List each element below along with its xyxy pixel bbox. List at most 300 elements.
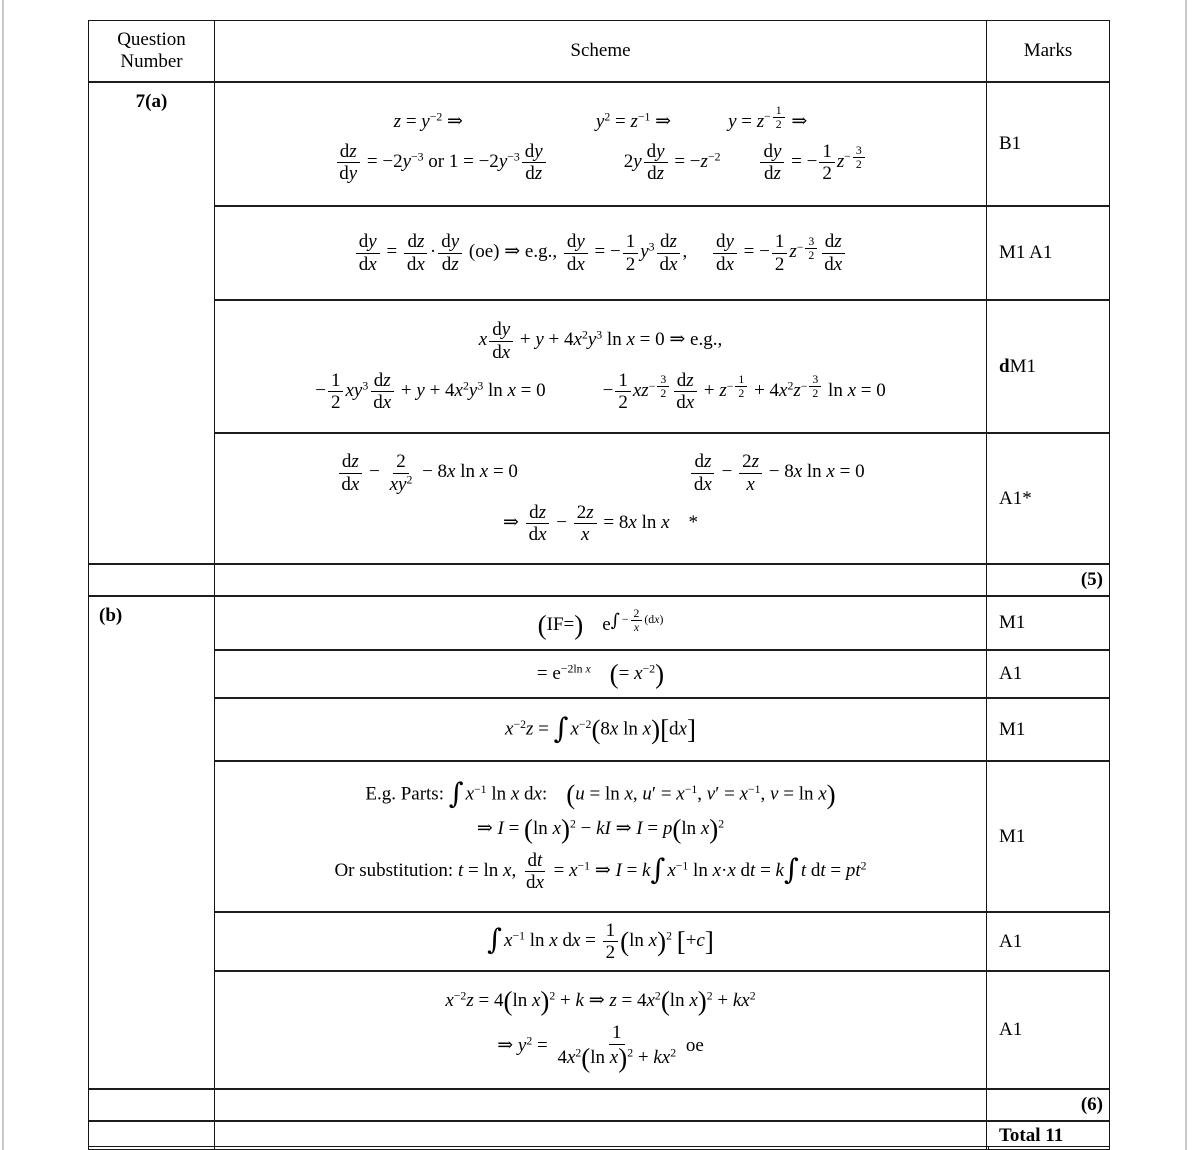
italic-text: pt	[845, 859, 861, 881]
fraction	[713, 231, 737, 275]
italic-text: x	[382, 392, 392, 414]
superscript: 3	[362, 379, 369, 393]
fraction	[370, 370, 394, 414]
fraction	[523, 850, 547, 894]
italic-text: v	[770, 783, 779, 805]
scheme-cell	[215, 1090, 987, 1120]
italic-text: y	[576, 231, 585, 253]
numerator: dy	[644, 141, 668, 163]
fraction	[615, 370, 631, 414]
superscript: 3	[596, 329, 603, 343]
denominator: dx	[676, 392, 695, 414]
denominator	[631, 621, 642, 634]
marks-cell	[987, 565, 1109, 595]
big-delimiter: )	[618, 1042, 628, 1073]
table-header-row	[89, 21, 1109, 83]
header-scheme: Scheme	[215, 21, 987, 81]
section-rows	[215, 565, 1109, 595]
italic-text: x	[504, 929, 513, 951]
bold-text: Total 11	[999, 1124, 1064, 1146]
math-line: E.g. Parts: ∫ $x^{-1}$ ln x dx: (u = ln x, $u' = x^{-1}$, $v' = x^{-1}$, v = ln x)	[365, 776, 836, 810]
numerator: 1	[819, 141, 835, 163]
math-line: $\frac{dy}{dx}$ = $\frac{dz}{dx}$ · $\frac{dy}{dz}$ (oe) ⇒ e.g., $\frac{dy}{dx}$ = − $\frac{1}{2}$ $y^3$ $\frac{dz}{dx}$ , $\frac{dy}{dx}$ = − $\frac{1}{2}$ $z^{- \frac{3}{2}}$ $\frac{dz}{dx}$	[221, 231, 980, 275]
scheme-row	[215, 565, 1109, 595]
italic-text: x	[569, 859, 578, 881]
superscript: 2	[406, 473, 413, 487]
integral-sign: ∫	[650, 853, 666, 887]
superscript: − 1 2	[764, 110, 787, 123]
scheme-cell	[215, 913, 987, 970]
marks-cell	[987, 1122, 1109, 1149]
italic-text: v	[706, 783, 716, 805]
denominator: 2	[618, 392, 628, 414]
italic-text: x	[510, 783, 520, 805]
fraction	[735, 373, 747, 400]
integral-sign: ∫	[553, 712, 569, 746]
superscript: 2	[749, 989, 756, 1003]
italic-text: x	[661, 512, 670, 534]
section-rows	[215, 83, 1109, 563]
italic-text: xz	[632, 380, 649, 402]
superscript: 2	[666, 929, 672, 943]
section-subtotal-a	[89, 565, 1109, 597]
marks-cell: A1	[999, 663, 1023, 684]
denominator: dx	[492, 341, 511, 363]
denominator: $4x^2(\ln$ $x)^2 + kx^2$	[557, 1042, 677, 1073]
scheme-row	[215, 913, 1109, 972]
math-line: $x^{-2}z$ = ∫ $x^{-2}(8x$ ln x)[dx]	[505, 712, 696, 746]
header-row	[215, 21, 1109, 81]
fraction	[623, 231, 639, 275]
bold-text: d	[999, 355, 1010, 377]
italic-text: x	[501, 341, 511, 363]
numerator: dy	[438, 231, 462, 253]
italic-text: u	[575, 783, 585, 805]
italic-text: z	[834, 231, 842, 253]
italic-text: x	[669, 253, 678, 275]
denominator: dz	[647, 162, 665, 184]
superscript: − 3 2	[797, 241, 820, 254]
denominator: dz	[525, 162, 543, 184]
fraction	[819, 141, 835, 185]
big-delimiter: (	[620, 926, 630, 956]
math-line: − $\frac{1}{2}$ $xy^3$ $\frac{dz}{dx}$ + $y + 4x^2y^3$ ln x = 0 − $\frac{1}{2}$ $xz^{- \frac{3}{2}}$ $\frac{dz}{dx}$ + $z^{- \frac{1}{2}}$ + $4x^2z^{- \frac{3}{2}}$ ln x = 0	[315, 370, 886, 414]
italic-text: x	[678, 718, 687, 740]
denominator: 2	[855, 157, 862, 171]
italic-text: c	[696, 929, 705, 951]
numerator: 1	[615, 370, 631, 392]
superscript: −1	[684, 783, 698, 796]
italic-text: z	[669, 231, 677, 253]
fraction	[438, 231, 462, 275]
math-line: ∫ $x^{-1}$ ln x dx = $\frac{1}{2}$ (ln x)$^2$ [+c]	[487, 919, 714, 963]
fraction	[657, 373, 669, 400]
superscript: 2	[860, 859, 867, 873]
superscript: −1	[637, 110, 651, 124]
numerator: dz	[404, 231, 427, 253]
fraction	[631, 607, 643, 634]
numerator: dz	[822, 231, 845, 253]
superscript: − 3 2	[649, 380, 672, 393]
denominator: 2	[738, 387, 745, 401]
italic-text: y	[656, 140, 665, 162]
scheme-row	[215, 762, 1109, 913]
big-delimiter: (	[524, 813, 534, 844]
italic-text: kx	[653, 1046, 671, 1068]
big-delimiter: (	[660, 986, 670, 1017]
italic-text: z	[836, 150, 845, 172]
big-delimiter: )	[697, 986, 707, 1017]
fraction	[773, 104, 785, 131]
italic-text: x	[479, 461, 489, 483]
scheme-row	[215, 207, 1109, 301]
fraction	[853, 144, 865, 171]
italic-text: x	[478, 329, 488, 351]
italic-text: x	[793, 461, 803, 483]
numerator: 1	[328, 370, 344, 392]
big-delimiter: )	[655, 658, 665, 689]
italic-text: x	[646, 990, 655, 1012]
denominator: dx	[373, 392, 392, 414]
italic-text: t	[800, 859, 807, 881]
numerator: 1	[609, 1022, 625, 1044]
denominator: dx	[358, 253, 377, 275]
italic-text: x	[746, 473, 755, 495]
scheme-cell	[215, 301, 987, 432]
math-line: $\frac{dz}{dx}$ − $\frac{2}{xy^2}$ − 8x ln x = 0 $\frac{dz}{dx}$ − $\frac{2z}{x}$ − 8x ln x = 0	[221, 451, 980, 495]
big-delimiter: (	[503, 986, 513, 1017]
superscript: 2	[581, 329, 588, 343]
italic-text: p	[662, 817, 673, 839]
superscript: −1	[748, 783, 761, 796]
section-rows	[215, 597, 1109, 1088]
superscript: 2	[627, 1046, 634, 1060]
italic-text: y	[772, 140, 782, 162]
fraction	[404, 231, 428, 275]
italic-text: x	[633, 621, 640, 635]
header-marks: Marks	[1023, 40, 1073, 61]
scheme-cell	[215, 83, 987, 205]
numerator: 1	[772, 231, 788, 253]
big-delimiter: (	[566, 779, 576, 810]
marks-cell: B1	[999, 133, 1022, 154]
fraction	[772, 231, 788, 275]
big-delimiter: (	[609, 658, 619, 689]
section-rows	[215, 1090, 1109, 1120]
italic-text: x	[654, 613, 660, 627]
italic-text: I	[636, 817, 643, 839]
marks-cell: M1 A1	[999, 242, 1053, 263]
denominator: dx	[341, 473, 360, 495]
italic-text: z	[793, 380, 801, 402]
italic-text: x	[447, 461, 456, 483]
fraction	[739, 451, 762, 495]
italic-text: x	[826, 461, 835, 483]
italic-text: x	[609, 1046, 619, 1068]
italic-text: x	[571, 929, 581, 951]
scheme-row	[215, 83, 1109, 207]
italic-text: z	[534, 162, 543, 184]
italic-text: z	[751, 451, 759, 473]
scheme-row	[215, 651, 1109, 699]
superscript: 2	[787, 379, 794, 393]
superscript: −2	[429, 110, 443, 124]
italic-text: x	[847, 380, 857, 402]
italic-text: x	[727, 859, 736, 881]
mark-scheme-table	[88, 20, 1110, 1150]
fraction	[489, 319, 513, 363]
italic-text: x	[535, 871, 544, 893]
italic-text: x	[712, 859, 722, 881]
scheme-row	[215, 434, 1109, 563]
math-line: ⇒ $\frac{dz}{dx}$ − $\frac{2z}{x}$ = 8x ln x *	[502, 502, 699, 546]
superscript: −3	[507, 150, 520, 164]
numerator: 2	[393, 451, 409, 473]
italic-text: y	[368, 231, 377, 253]
big-delimiter: )	[657, 926, 667, 956]
big-delimiter: )	[709, 813, 719, 844]
italic-text: x	[454, 380, 463, 402]
italic-text: x	[570, 718, 579, 740]
denominator	[578, 524, 592, 545]
math-line: ⇒ I = (ln x)$^2$ − kI ⇒ I = p(ln x)$^2$	[476, 813, 725, 844]
superscript: −2	[453, 989, 467, 1003]
fraction	[821, 231, 845, 275]
math-line: x $\frac{dy}{dx}$ + $y + 4x^2y^3$ ln x = 0 ⇒ e.g.,	[478, 319, 723, 363]
numerator: 2z	[574, 502, 597, 524]
fraction	[809, 373, 821, 400]
page-edge-left	[2, 0, 4, 1150]
italic-text: z	[686, 370, 694, 391]
page-edge-right	[1185, 0, 1187, 1150]
bold-text: (6)	[1080, 1094, 1103, 1115]
question-label: 7(a)	[89, 83, 215, 563]
superscript: − 1 2	[727, 380, 750, 393]
denominator: dz	[441, 253, 459, 275]
italic-text: y	[421, 110, 430, 132]
italic-text: x	[552, 817, 561, 839]
italic-text: z	[609, 990, 617, 1012]
denominator: 2	[605, 942, 616, 963]
denominator	[743, 474, 757, 495]
scheme-row	[215, 1090, 1109, 1120]
italic-text: x	[818, 783, 827, 805]
big-delimiter: )	[574, 610, 584, 640]
numerator: 1	[623, 231, 639, 253]
big-delimiter: (	[581, 1042, 591, 1073]
fraction	[522, 141, 546, 185]
italic-text: x	[689, 990, 698, 1012]
italic-text: y	[468, 380, 478, 402]
denominator: dx	[528, 524, 547, 546]
superscript: 3	[648, 240, 655, 254]
superscript: 2	[575, 1046, 582, 1060]
italic-text: y	[348, 162, 358, 184]
numerator: 3	[657, 373, 669, 387]
italic-text: z	[451, 253, 459, 275]
italic-text: x	[676, 783, 685, 805]
italic-text: z	[383, 370, 391, 391]
denominator: 2	[660, 387, 667, 401]
numerator: 2z	[739, 451, 762, 473]
scheme-cell	[215, 434, 987, 563]
fraction	[336, 141, 360, 185]
italic-text: y	[534, 140, 543, 162]
denominator: 2	[775, 118, 782, 132]
italic-text: z	[349, 140, 357, 162]
big-delimiter: [	[676, 926, 686, 956]
fraction	[338, 451, 362, 495]
fraction	[657, 231, 681, 275]
italic-text: z	[719, 380, 727, 402]
marks-cell: M1	[999, 718, 1026, 740]
big-delimiter: )	[826, 779, 836, 810]
fraction	[603, 920, 619, 964]
math-line: = $e^{-2ln x}$ (= $x^{-2}$)	[536, 658, 665, 689]
italic-text: y	[450, 231, 460, 253]
scheme-row	[215, 972, 1109, 1088]
superscript: −1	[675, 859, 689, 873]
scheme-cell	[215, 1122, 987, 1149]
superscript: −2	[513, 718, 526, 732]
numerator: dz	[371, 370, 394, 392]
italic-text: y	[535, 329, 544, 351]
numerator: 1	[773, 104, 785, 118]
superscript: −2	[642, 661, 656, 675]
italic-text: y	[501, 319, 511, 341]
italic-text: x	[648, 929, 658, 951]
scheme-cell	[215, 207, 987, 299]
italic-text: x	[634, 662, 643, 684]
italic-text: x	[628, 512, 637, 534]
fraction	[574, 502, 597, 546]
denominator: 2	[330, 392, 341, 414]
italic-text: x	[700, 817, 710, 839]
fraction	[644, 141, 668, 185]
scheme-row	[215, 301, 1109, 434]
italic-text: u	[642, 783, 652, 805]
italic-text: t	[537, 849, 543, 871]
italic-text: y	[728, 110, 737, 132]
marks-cell: M1	[999, 825, 1026, 847]
italic-text: x	[779, 380, 788, 402]
math-line: $z = y^{-2}$ ⇒ $y^2 = z^{-1}$ ⇒ $y = z^{- \frac{1}{2}}$ ⇒	[393, 103, 808, 132]
italic-text: y	[498, 150, 508, 172]
denominator: 2	[808, 248, 815, 262]
section-rows	[215, 1122, 1109, 1149]
numerator: dz	[657, 231, 680, 253]
denominator: dy	[339, 162, 358, 184]
italic-text: x	[368, 253, 377, 275]
italic-text: x	[624, 783, 633, 805]
denominator: dx	[406, 253, 425, 275]
scheme-row	[215, 699, 1109, 762]
header-question-number: Question Number	[89, 21, 215, 81]
italic-text: xy	[345, 380, 363, 402]
italic-text: y	[416, 380, 425, 402]
italic-text: z	[773, 162, 781, 184]
big-delimiter: ]	[686, 714, 696, 745]
italic-text: x	[703, 473, 712, 495]
italic-text: y	[595, 110, 605, 132]
math-line: $\frac{dz}{dy}$ = $-2y^{-3}$ or $1 = -2y^{-3}$ $\frac{dy}{dz}$ 2y $\frac{dy}{dz}$ = $-z^{-2}$ $\frac{dy}{dz}$ = − $\frac{1}{2}$ $z^{- \frac{3}{2}}$	[221, 141, 980, 185]
scheme-cell	[215, 651, 987, 697]
question-label	[89, 565, 215, 595]
fraction	[564, 231, 588, 275]
italic-text: x	[505, 718, 514, 740]
superscript: −3	[411, 150, 424, 164]
superscript: 2	[718, 816, 725, 830]
fraction	[328, 370, 344, 414]
italic-text: z	[656, 162, 665, 184]
superscript: 2	[670, 1046, 677, 1060]
italic-text: x	[445, 990, 454, 1012]
integral-sign: ∫	[487, 923, 503, 957]
marks-cell	[987, 1090, 1109, 1120]
scheme-row	[215, 1122, 1109, 1149]
italic-text: kx	[732, 990, 750, 1012]
numerator: dt	[525, 850, 546, 872]
italic-text: z	[630, 110, 638, 132]
numerator: dy	[489, 319, 513, 341]
numerator: 1	[735, 373, 747, 387]
denominator: 2	[822, 162, 832, 184]
italic-text: y	[587, 329, 597, 351]
superscript: − 3 2	[801, 380, 824, 393]
italic-text: z	[789, 241, 797, 263]
bold-text: (5)	[1080, 569, 1103, 590]
big-delimiter: )	[561, 813, 570, 844]
superscript: −2	[578, 718, 592, 732]
question-label	[89, 1122, 215, 1149]
italic-text: y	[725, 231, 734, 253]
section-part-a	[89, 83, 1109, 565]
section-part-b	[89, 597, 1109, 1090]
italic-text: t	[457, 859, 464, 881]
superscript: 3	[477, 379, 484, 393]
italic-text: x	[416, 253, 425, 275]
superscript: 2	[604, 110, 611, 124]
italic-text: z	[538, 502, 547, 523]
question-label: (b)	[89, 597, 215, 1088]
next-table-top-edge	[88, 1146, 1110, 1150]
italic-text: z	[586, 502, 594, 523]
question-label	[89, 1090, 215, 1120]
italic-text: x	[566, 1046, 576, 1068]
marks-cell: A1	[999, 930, 1023, 952]
italic-text: x	[576, 253, 585, 275]
italic-text: y	[633, 150, 642, 172]
math-line: $x^{-2}z = 4(\ln$ x)$^2$ + k ⇒ $z = 4x^2(\ln$ $x)^2 + kx^2$	[445, 986, 756, 1017]
numerator: dz	[691, 451, 714, 473]
italic-text: kI	[596, 817, 611, 839]
marks-cell: A1*	[999, 487, 1032, 509]
italic-text: x	[585, 661, 591, 675]
integral-sign: ∫	[783, 853, 799, 887]
italic-text: x	[642, 718, 652, 740]
integral-sign: ∫	[448, 776, 464, 810]
italic-text: t	[820, 859, 826, 881]
superscript: −2ln x	[560, 661, 591, 675]
scheme-cell	[215, 699, 987, 760]
denominator: dx	[566, 253, 585, 275]
italic-text: x	[531, 990, 541, 1012]
denominator: 2	[625, 253, 636, 275]
italic-text: x	[465, 783, 475, 805]
italic-text: z	[466, 990, 474, 1012]
italic-text: z	[703, 451, 712, 473]
big-delimiter: (	[672, 813, 682, 844]
